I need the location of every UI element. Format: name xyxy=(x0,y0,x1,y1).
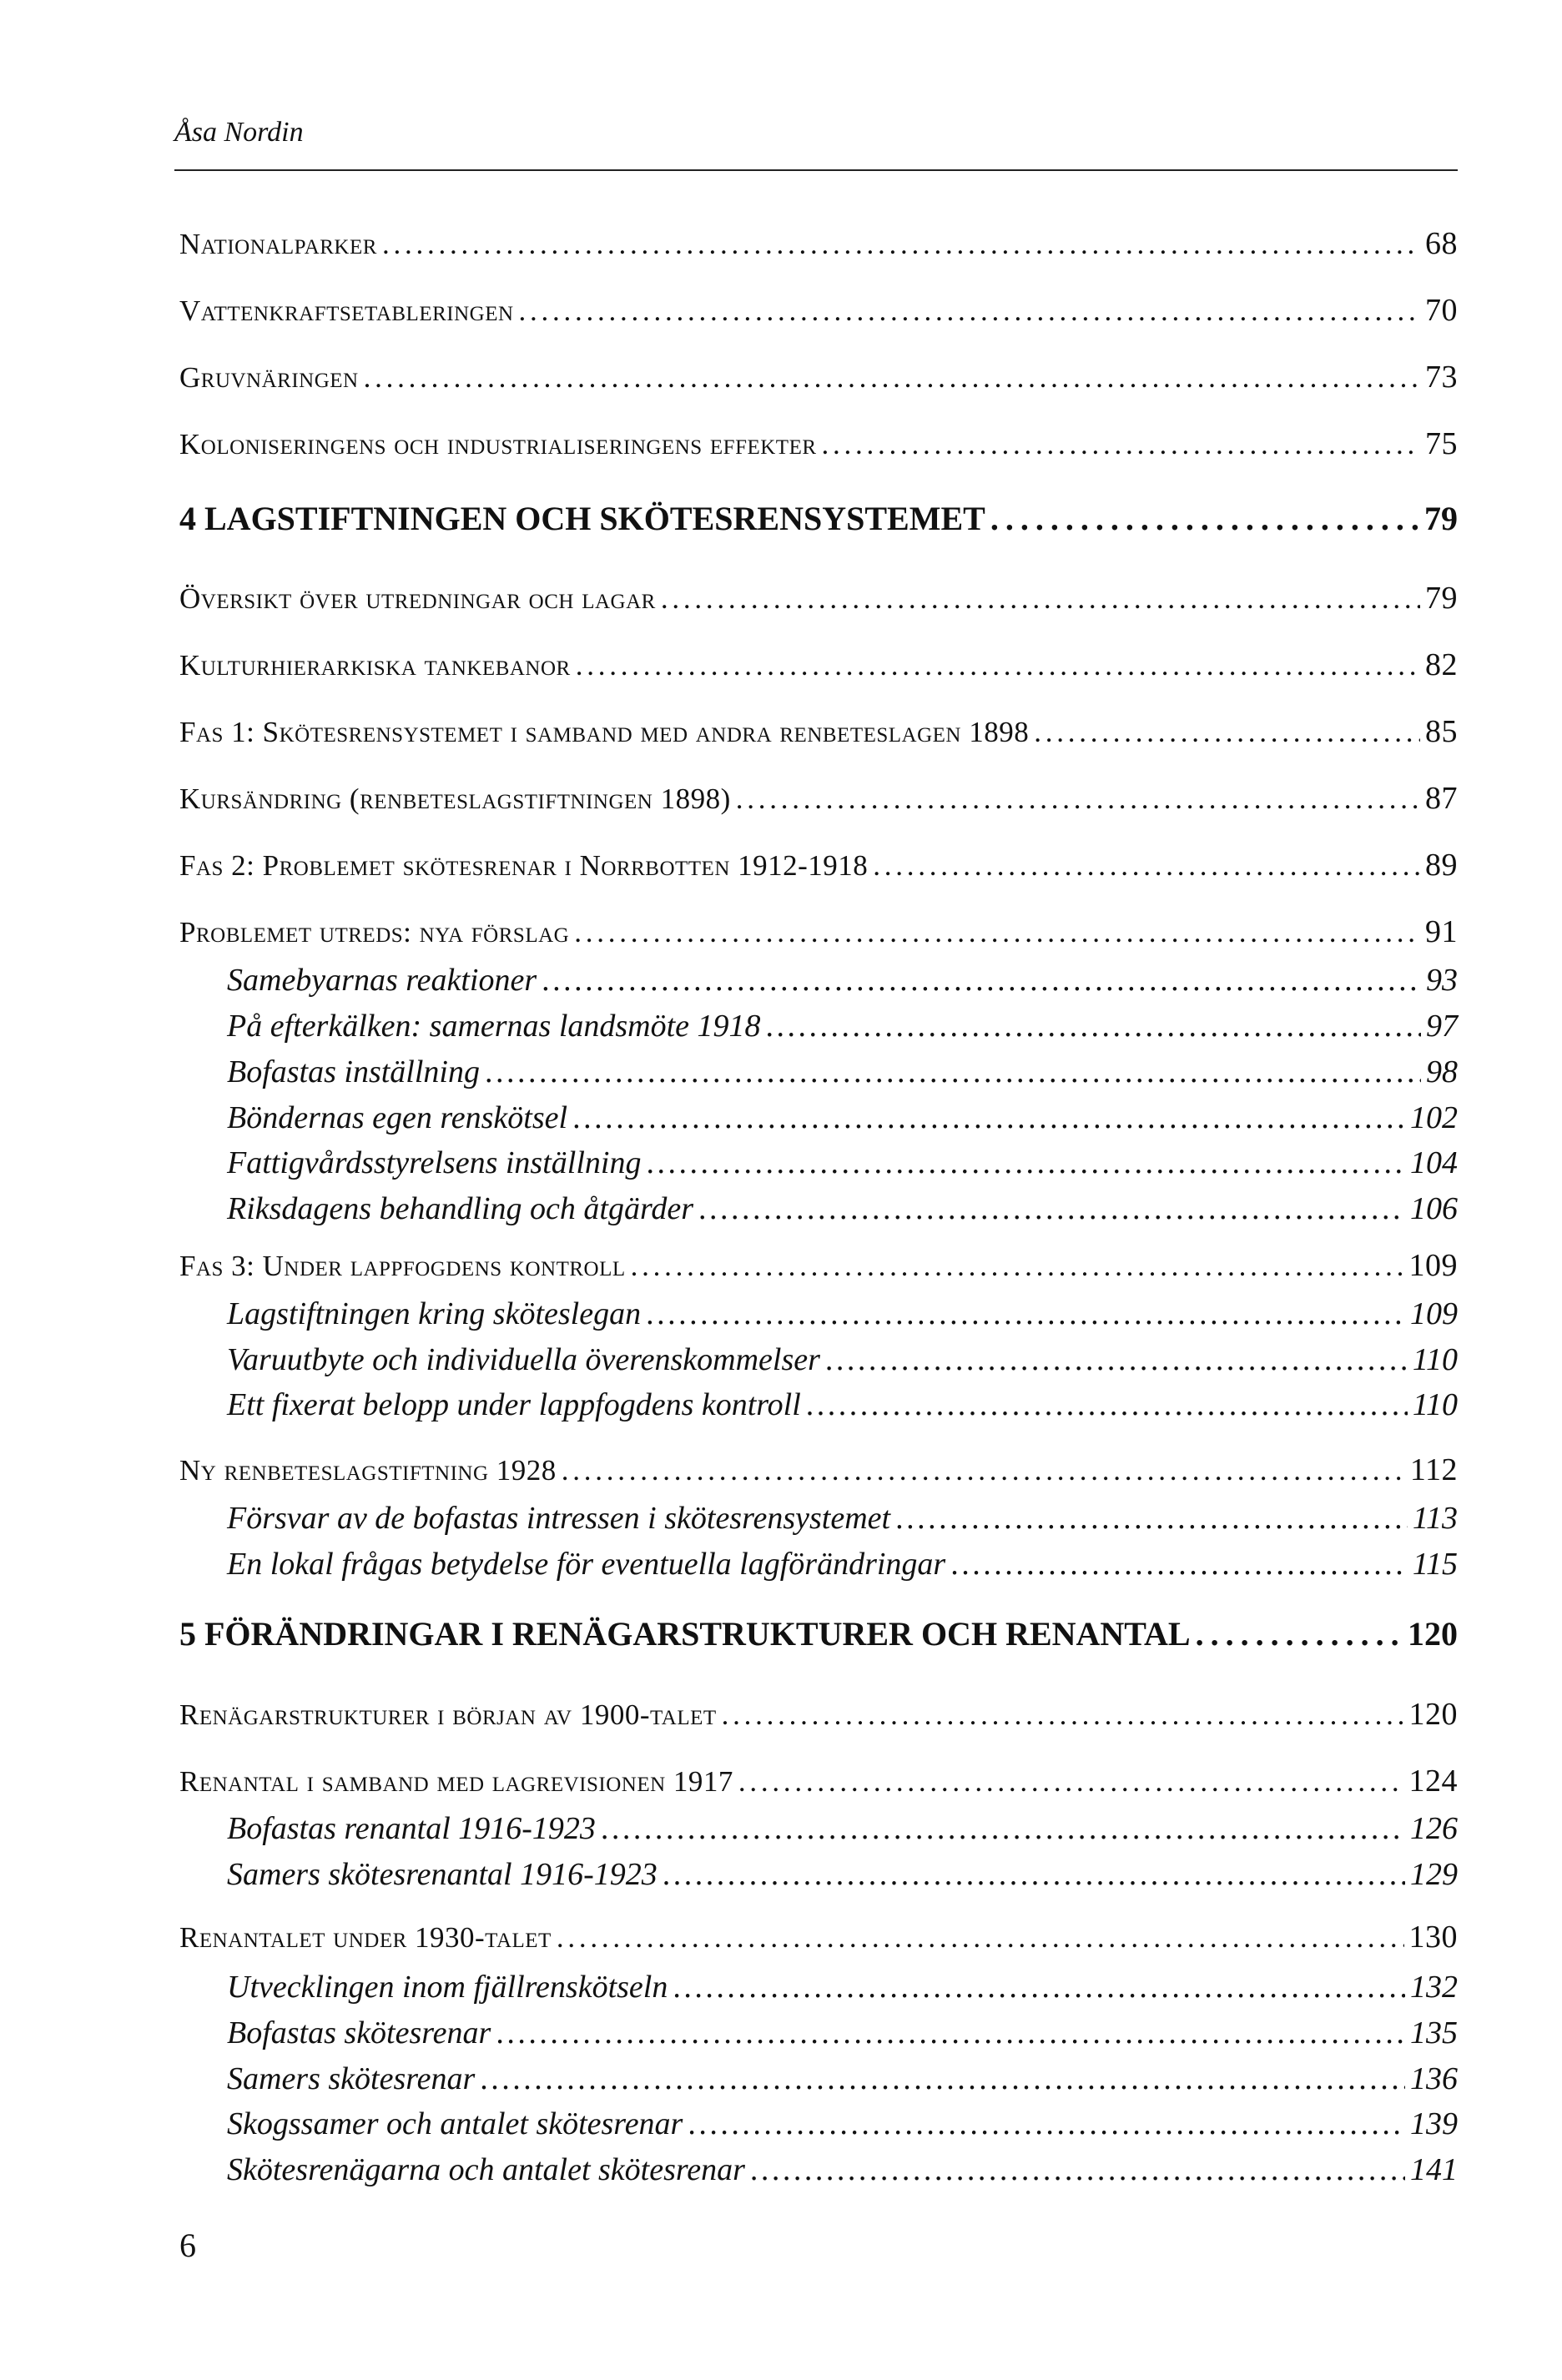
toc-entry-page: 102 xyxy=(1410,1100,1458,1135)
toc-entry-page: 89 xyxy=(1425,848,1458,883)
dot-leader xyxy=(873,849,1420,883)
toc-subentry xyxy=(227,1341,1458,1378)
toc-entry-title: Samebyarnas reaktioner xyxy=(227,963,537,998)
toc-entry-page: 120 xyxy=(1408,1615,1458,1653)
toc-subentry xyxy=(227,1008,1458,1044)
toc-entry-page: 109 xyxy=(1408,1248,1458,1283)
dot-leader xyxy=(661,582,1420,616)
dot-leader xyxy=(688,2106,1405,2142)
dot-leader xyxy=(646,1145,1405,1181)
toc-entry-page: 97 xyxy=(1426,1009,1458,1044)
toc-chapter-entry xyxy=(179,1614,1458,1653)
toc-entry-title: Fattigvårdsstyrelsens inställning xyxy=(227,1145,642,1180)
dot-leader xyxy=(722,1698,1404,1732)
dot-leader xyxy=(562,1454,1405,1487)
toc-entry-page: 82 xyxy=(1425,647,1458,682)
toc-entry-title: Ett fixerat belopp under lappfogdens kontroll xyxy=(227,1387,801,1422)
toc-subentry xyxy=(227,1099,1458,1136)
toc-entry xyxy=(179,1247,1458,1284)
toc-entry-page: 115 xyxy=(1412,1547,1458,1582)
dot-leader xyxy=(663,1856,1405,1893)
toc-entry-title: Bofastas skötesrenar xyxy=(227,2015,491,2050)
toc-entry-page: 104 xyxy=(1410,1145,1458,1180)
toc-entry xyxy=(179,1452,1458,1488)
toc-entry-page: 75 xyxy=(1425,426,1458,461)
dot-leader xyxy=(895,1500,1408,1537)
toc-entry-page: 70 xyxy=(1425,293,1458,328)
toc-entry-title: Översikt över utredningar och lagar xyxy=(179,582,656,615)
toc-subentry xyxy=(227,1145,1458,1181)
dot-leader xyxy=(364,361,1420,395)
toc-entry-title: Problemet utreds: nya förslag xyxy=(179,916,570,948)
toc-entry-page: 129 xyxy=(1410,1857,1458,1892)
dot-leader xyxy=(673,1969,1405,2005)
toc-entry-page: 135 xyxy=(1410,2015,1458,2050)
toc-entry-title: Samers skötesrenantal 1916-1923 xyxy=(227,1857,658,1892)
dot-leader xyxy=(698,1190,1405,1227)
toc-entry-page: 98 xyxy=(1426,1054,1458,1089)
toc-chapter-entry xyxy=(179,499,1458,538)
running-header-author: Åsa Nordin xyxy=(174,117,304,148)
dot-leader xyxy=(576,649,1420,682)
header-divider xyxy=(174,169,1458,171)
toc-entry-title: Utvecklingen inom fjällrenskötseln xyxy=(227,1970,668,2005)
toc-entry-page: 124 xyxy=(1408,1764,1458,1799)
toc-entry-title: Lagstiftningen kring sköteslegan xyxy=(227,1296,642,1331)
toc-entry-page: 136 xyxy=(1410,2061,1458,2096)
dot-leader xyxy=(822,428,1420,461)
toc-entry xyxy=(179,1696,1458,1733)
toc-entry xyxy=(179,847,1458,883)
toc-entry-page: 112 xyxy=(1409,1452,1458,1487)
toc-entry xyxy=(179,425,1458,462)
toc-entry-title: Bofastas inställning xyxy=(227,1054,480,1089)
dot-leader xyxy=(738,1765,1404,1799)
toc-entry-title: Vattenkraftsetableringen xyxy=(179,294,514,327)
toc-entry-page: 85 xyxy=(1425,714,1458,749)
toc-subentry xyxy=(227,1500,1458,1537)
dot-leader xyxy=(1196,1614,1403,1653)
toc-entry-title: 5 FÖRÄNDRINGAR I RENÄGARSTRUKTURER OCH RENANTAL xyxy=(179,1615,1191,1653)
dot-leader xyxy=(382,228,1420,261)
dot-leader xyxy=(750,2151,1405,2188)
toc-subentry xyxy=(227,1386,1458,1423)
toc-entry-page: 109 xyxy=(1410,1296,1458,1331)
dot-leader xyxy=(950,1546,1408,1582)
toc-entry xyxy=(179,913,1458,950)
toc-entry-title: Riksdagens behandling och åtgärder xyxy=(227,1191,694,1226)
toc-subentry xyxy=(227,2106,1458,2142)
dot-leader xyxy=(519,294,1420,328)
toc-entry-page: 106 xyxy=(1410,1191,1458,1226)
toc-entry-title: 4 LAGSTIFTNINGEN OCH SKÖTESRENSYSTEMET xyxy=(179,500,985,537)
dot-leader xyxy=(574,916,1420,949)
dot-leader xyxy=(631,1250,1404,1283)
dot-leader xyxy=(572,1099,1405,1136)
page-number: 6 xyxy=(179,2227,196,2264)
dot-leader xyxy=(825,1341,1408,1378)
toc-entry-page: 93 xyxy=(1426,963,1458,998)
toc-entry xyxy=(179,1763,1458,1799)
dot-leader xyxy=(646,1296,1405,1332)
toc-subentry xyxy=(227,2151,1458,2188)
toc-entry-title: Försvar av de bofastas intressen i skötesrensystemet xyxy=(227,1501,891,1536)
toc-entry-title: Varuutbyte och individuella överenskommelser xyxy=(227,1342,820,1377)
toc-entry-title: Fas 1: Skötesrensystemet i samband med andra renbeteslagen 1898 xyxy=(179,716,1030,748)
toc-subentry xyxy=(227,2060,1458,2097)
toc-entry xyxy=(179,580,1458,616)
toc-entry xyxy=(179,713,1458,750)
toc-entry xyxy=(179,647,1458,683)
toc-entry-page: 139 xyxy=(1410,2106,1458,2141)
toc-entry-title: Bofastas renantal 1916-1923 xyxy=(227,1811,596,1846)
toc-entry-page: 91 xyxy=(1425,914,1458,949)
toc-entry-page: 120 xyxy=(1408,1697,1458,1732)
toc-entry-page: 110 xyxy=(1412,1387,1458,1422)
toc-subentry xyxy=(227,1054,1458,1090)
toc-entry-title: Fas 3: Under lappfogdens kontroll xyxy=(179,1250,626,1282)
toc-entry-title: En lokal frågas betydelse för eventuella lagförändringar xyxy=(227,1547,946,1582)
toc-entry-page: 87 xyxy=(1425,781,1458,816)
toc-entry-title: Gruvnäringen xyxy=(179,361,359,394)
toc-subentry xyxy=(227,1296,1458,1332)
dot-leader xyxy=(806,1386,1408,1423)
toc-entry-title: Skogssamer och antalet skötesrenar xyxy=(227,2106,683,2141)
toc-subentry xyxy=(227,1856,1458,1893)
toc-entry-title: Ny renbeteslagstiftning 1928 xyxy=(179,1454,557,1487)
toc-entry-title: Renantalet under 1930-talet xyxy=(179,1921,552,1954)
toc-subentry xyxy=(227,1969,1458,2005)
toc-subentry xyxy=(227,1546,1458,1582)
toc-entry-page: 79 xyxy=(1424,500,1458,537)
toc-entry-title: Samers skötesrenar xyxy=(227,2061,476,2096)
toc-subentry xyxy=(227,2015,1458,2051)
dot-leader xyxy=(990,499,1419,538)
toc-entry xyxy=(179,1919,1458,1955)
toc-entry xyxy=(179,359,1458,395)
toc-entry-title: Fas 2: Problemet skötesrenar i Norrbotten 1912-1918 xyxy=(179,849,869,882)
toc-subentry xyxy=(227,1190,1458,1227)
toc-entry-page: 79 xyxy=(1425,581,1458,616)
toc-entry-page: 68 xyxy=(1425,226,1458,261)
dot-leader xyxy=(542,962,1421,999)
toc-entry-page: 110 xyxy=(1412,1342,1458,1377)
dot-leader xyxy=(485,1054,1421,1090)
dot-leader xyxy=(496,2015,1405,2051)
toc-entry-title: På efterkälken: samernas landsmöte 1918 xyxy=(227,1009,761,1044)
toc-entry-page: 126 xyxy=(1410,1811,1458,1846)
toc-entry-page: 132 xyxy=(1410,1970,1458,2005)
dot-leader xyxy=(736,782,1420,816)
toc-entry xyxy=(179,292,1458,329)
toc-entry-title: Kulturhierarkiska tankebanor xyxy=(179,649,571,682)
toc-entry-title: Böndernas egen renskötsel xyxy=(227,1100,568,1135)
toc-entry-title: Koloniseringens och industrialiseringens effekter xyxy=(179,428,817,460)
toc-entry-page: 73 xyxy=(1425,360,1458,395)
toc-entry-title: Renägarstrukturer i början av 1900-talet xyxy=(179,1698,717,1731)
toc-entry-title: Kursändring (renbeteslagstiftningen 1898) xyxy=(179,782,731,815)
dot-leader xyxy=(557,1921,1404,1955)
toc-entry-page: 130 xyxy=(1408,1920,1458,1955)
toc-entry-title: Renantal i samband med lagrevisionen 1917 xyxy=(179,1765,733,1798)
dot-leader xyxy=(480,2060,1405,2097)
toc-subentry xyxy=(227,962,1458,999)
toc-subentry xyxy=(227,1810,1458,1847)
toc-entry-title: Skötesrenägarna och antalet skötesrenar xyxy=(227,2152,745,2187)
dot-leader xyxy=(601,1810,1405,1847)
toc-entry xyxy=(179,225,1458,262)
toc-entry-page: 141 xyxy=(1410,2152,1458,2187)
toc-entry-page: 113 xyxy=(1412,1501,1458,1536)
dot-leader xyxy=(766,1008,1421,1044)
toc-entry xyxy=(179,780,1458,817)
toc-entry-title: Nationalparker xyxy=(179,228,377,260)
dot-leader xyxy=(1034,716,1420,749)
